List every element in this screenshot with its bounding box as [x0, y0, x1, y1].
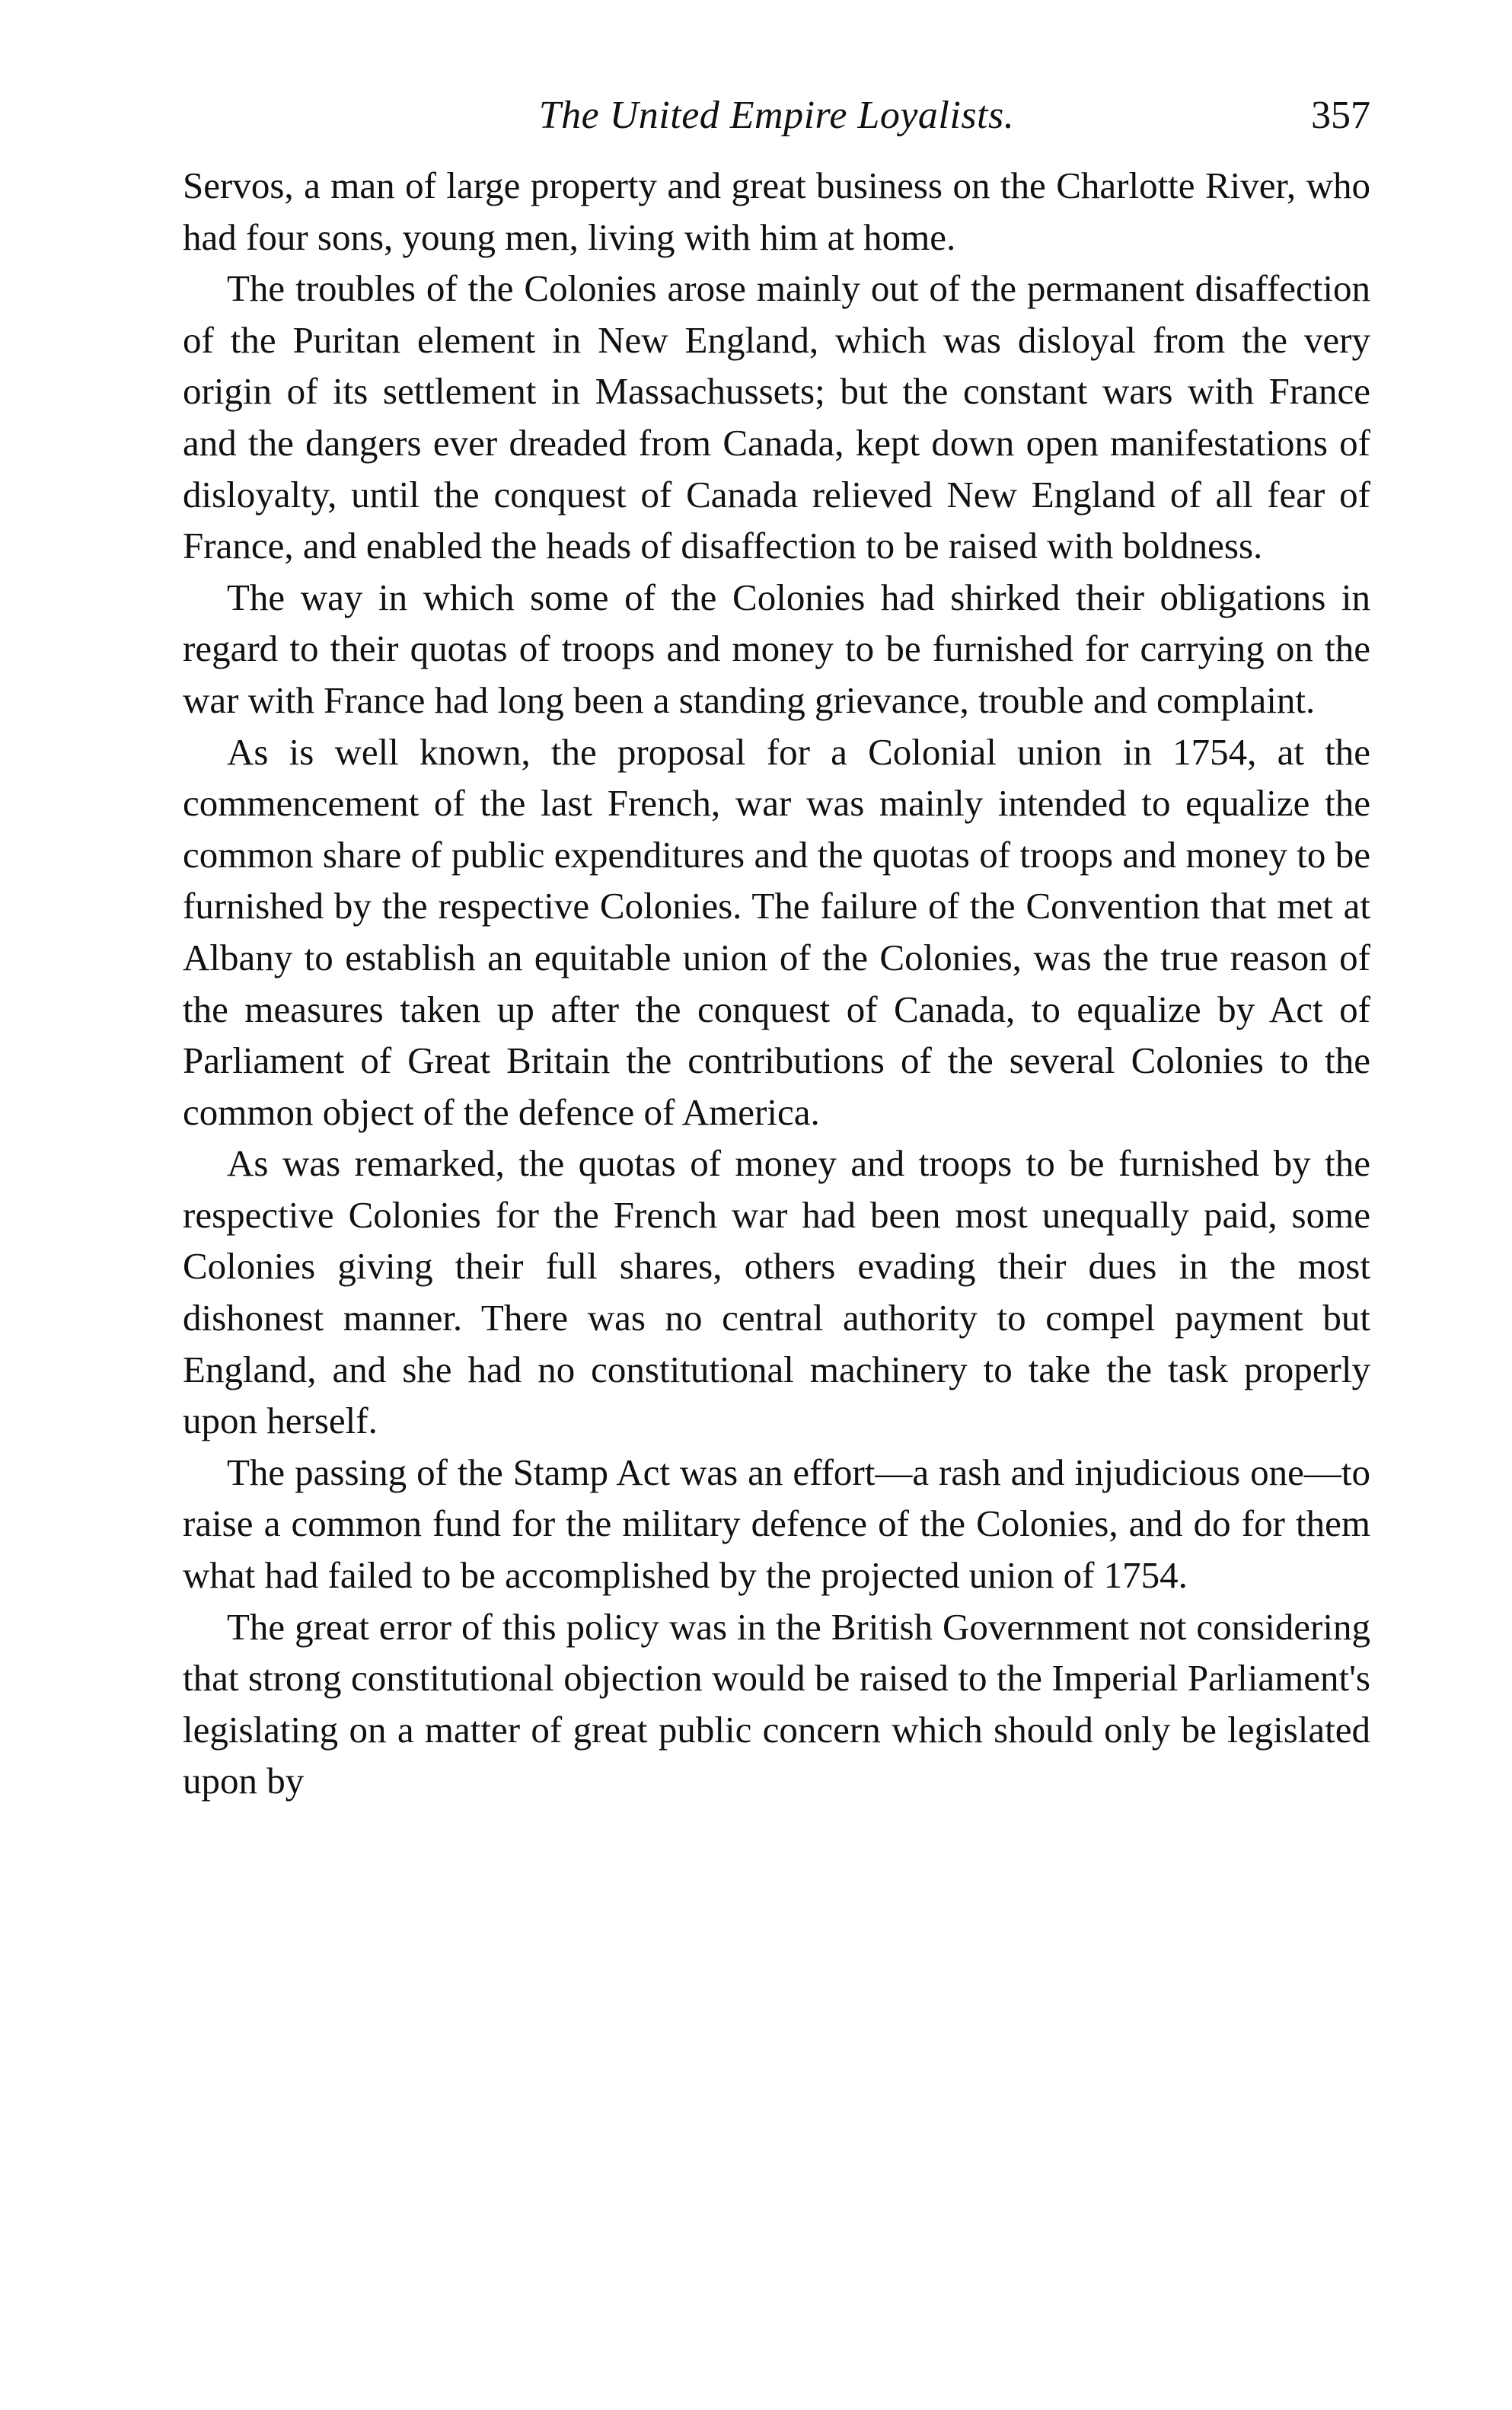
body-text: [183, 160, 1370, 1807]
paragraph-great-error: The great error of this policy was in the British Government not considering that strong constitutional objection would be raised to the Imperial Parliament's legislating on a matter of great public concern which should only be legislated upon by: [183, 1605, 1370, 1802]
paragraph-shirked-obligations: The way in which some of the Colonies had shirked their obligations in regard to their quotas of troops and money to be furnished for carrying on the war with France had long been a standing grievance, trouble and complaint.: [183, 576, 1370, 721]
book-page: [183, 91, 1370, 1807]
running-head: [183, 91, 1370, 160]
running-title: The United Empire Loyalists.: [538, 94, 1015, 137]
page-number: 357: [1311, 94, 1370, 137]
paragraph-unequal-quotas: As was remarked, the quotas of money and troops to be furnished by the respective Colonies for the French war had been most unequally paid, some Colonies giving their full shares, others evading their dues in the most dishonest manner. There was no central authority to compel payment but England, and she had no constitutional machinery to take the task properly upon herself.: [183, 1142, 1370, 1442]
paragraph-continued: Servos, a man of large property and great business on the Charlotte River, who had four sons, young men, living with him at home.: [183, 164, 1370, 258]
paragraph-colonial-union-1754: As is well known, the proposal for a Colonial union in 1754, at the commencement of the last French, war was mainly intended to equalize the common share of public expenditures and the quotas of troops and money to be furnished by the respective Colonies. The failure of the Convention that met at Albany to establish an equitable union of the Colonies, was the true reason of the measures taken up after the conquest of Canada, to equalize by Act of Parliament of Great Britain the contributions of the several Colonies to the common object of the defence of America.: [183, 730, 1370, 1133]
paragraph-stamp-act: The passing of the Stamp Act was an effort—a rash and injudicious one—to raise a common fund for the military defence of the Colonies, and do for them what had failed to be accomplished by the projected union of 1754.: [183, 1451, 1370, 1597]
paragraph-colonial-troubles: The troubles of the Colonies arose mainly out of the permanent disaffection of the Puritan element in New England, which was disloyal from the very origin of its settlement in Massachussets; but the constant wars with France and the dangers ever dreaded from Canada, kept down open manifestations of disloyalty, until the conquest of Canada relieved New England of all fear of France, and enabled the heads of disaffection to be raised with boldness.: [183, 267, 1370, 567]
